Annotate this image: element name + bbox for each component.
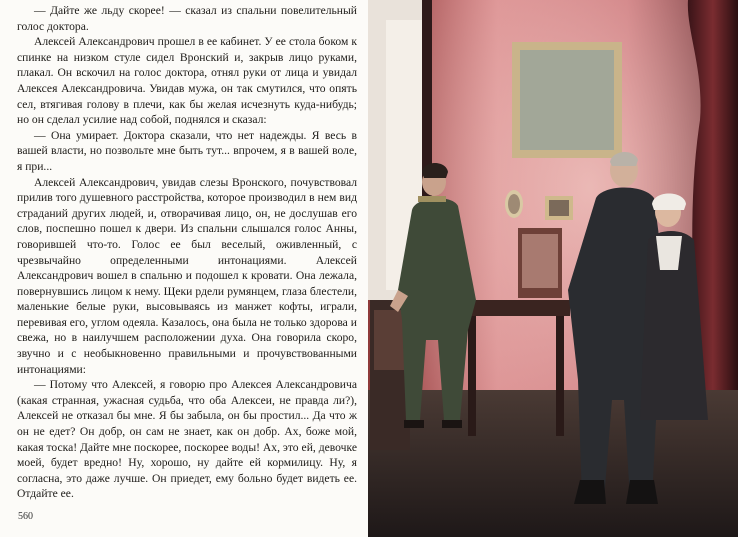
paragraph-1: — Дайте же льду скорее! — сказал из спальни повелительный голос доктора. [17,4,357,33]
illustration-painting [368,0,738,537]
paragraph-5: — Потому что Алексей, я говорю про Алексея Александровича (какая странная, ужасная судьба, что оба Алексеи, не правда ли?), Алексей не отказал бы мне. Я бы забыла, он бы простил... Да что ж он не едет? Он добр, он сам не знает, как он добр. Ах, боже мой, какая тоска! Дайте мне поскорее, поскорее воды! Ах, это ей, девочке моей, будет вредно! Ну, хорошо, ну дайте ей кормилицу. Ну, я согласна, это даже лучше. Он приедет, ему больно будет видеть ее. Отдайте ее. [17,378,357,501]
text-block [17,3,357,502]
left-page [0,0,368,537]
illustration [368,0,738,537]
paragraph-4: Алексей Александрович, увидав слезы Вронского, почувствовал прилив того душевного расстройства, которое производил в нем вид страданий других людей, и, отворачивая лицо, он, не дослушав его слов, поспешно пошел к двери. Из спальни слышался голос Анны, говорившей что-то. Голос ее был веселый, оживленный, с чрезвычайно определенными интонациями. Алексей Александрович вошел в спальню и подошел к кровати. Она лежала, повернувшись лицом к нему. Щеки рдели румянцем, глаза блестели, маленькие белые руки, высовываясь из манжет кофты, играли, перевивая его, углом одеяла. Казалось, она была не только здорова и свежа, но в наилучшем расположении духа. Она говорила скоро, звучно и с необыкновенно правильными и прочувствованными интонациями: [17,175,357,376]
paragraph-2: Алексей Александрович прошел в ее кабинет. У ее стола боком к спинке на низком стуле сидел Вронский и, закрыв лицо руками, плакал. Он вскочил на голос доктора, отнял руки от лица и увидал Алексея Александровича. Увидав мужа, он так смутился, что опять сел, втягивая голову в плечи, как бы желая исчезнуть куда-нибудь; но он сделал усилие над собой, поднялся и сказал: [17,35,357,127]
paragraph-3: — Она умирает. Доктора сказали, что нет надежды. Я весь в вашей власти, но позвольте мне быть тут... впрочем, я в вашей воле, я при... [17,128,357,173]
page-number: 560 [18,511,33,522]
